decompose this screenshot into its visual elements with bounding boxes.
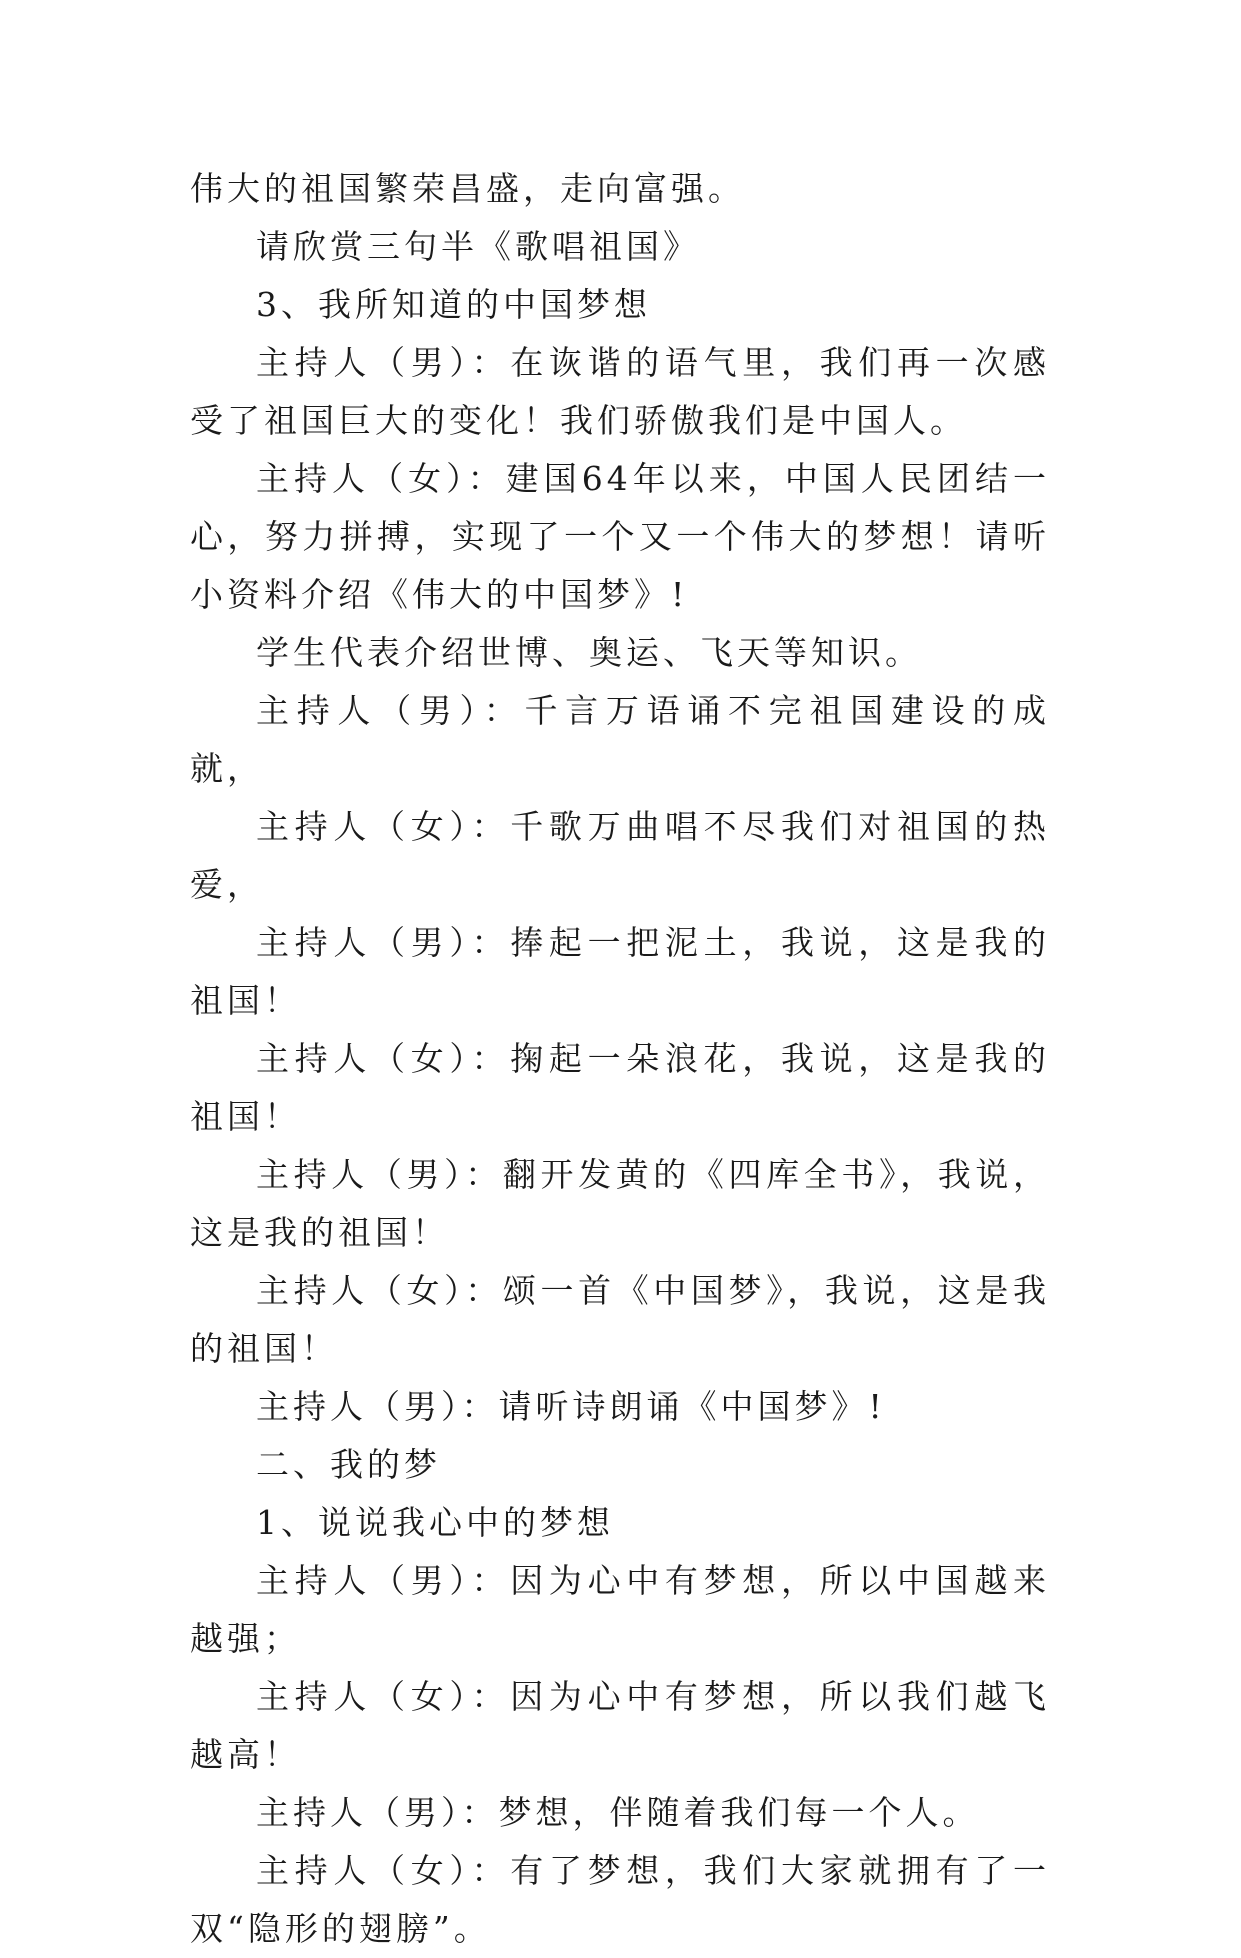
paragraph: 学生代表介绍世博、奥运、飞天等知识。 xyxy=(256,633,922,672)
section-heading: 3、我所知道的中国梦想 xyxy=(256,285,651,324)
paragraph: 主持人（男）：捧起一把泥土，我说，这是我的祖国！ xyxy=(190,923,1050,1020)
paragraph: 主持人（女）：建国64年以来，中国人民团结一心，努力拼搏，实现了一个又一个伟大的梦想！请听小资料介绍《伟大的中国梦》! xyxy=(190,459,1050,614)
paragraph: 主持人（男）：千言万语诵不完祖国建设的成就， xyxy=(190,691,1050,788)
section-heading: 二、我的梦 xyxy=(256,1445,441,1484)
paragraph: 请欣赏三句半《歌唱祖国》 xyxy=(256,227,700,266)
paragraph: 主持人（男）：在诙谐的语气里，我们再一次感受了祖国巨大的变化！我们骄傲我们是中国人。 xyxy=(190,343,1050,440)
paragraph: 主持人（女）：掬起一朵浪花，我说，这是我的祖国！ xyxy=(190,1039,1050,1136)
paragraph: 主持人（男）：翻开发黄的《四库全书》，我说，这是我的祖国！ xyxy=(190,1155,1050,1252)
paragraph: 伟大的祖国繁荣昌盛，走向富强。 xyxy=(190,169,745,208)
paragraph: 主持人（男）：请听诗朗诵《中国梦》! xyxy=(256,1387,886,1426)
paragraph: 主持人（女）：千歌万曲唱不尽我们对祖国的热爱， xyxy=(190,807,1050,904)
document-body xyxy=(190,160,1050,1958)
paragraph: 主持人（女）：因为心中有梦想，所以我们越飞越高！ xyxy=(190,1677,1050,1774)
section-heading: 1、说说我心中的梦想 xyxy=(256,1503,614,1542)
paragraph: 主持人（女）：颂一首《中国梦》，我说，这是我的祖国！ xyxy=(190,1271,1050,1368)
paragraph: 主持人（男）：因为心中有梦想，所以中国越来越强； xyxy=(190,1561,1050,1658)
paragraph: 主持人（男）：梦想，伴随着我们每一个人。 xyxy=(256,1793,980,1832)
paragraph: 主持人（女）：有了梦想，我们大家就拥有了一双“隐形的翅膀”。 xyxy=(190,1851,1050,1948)
